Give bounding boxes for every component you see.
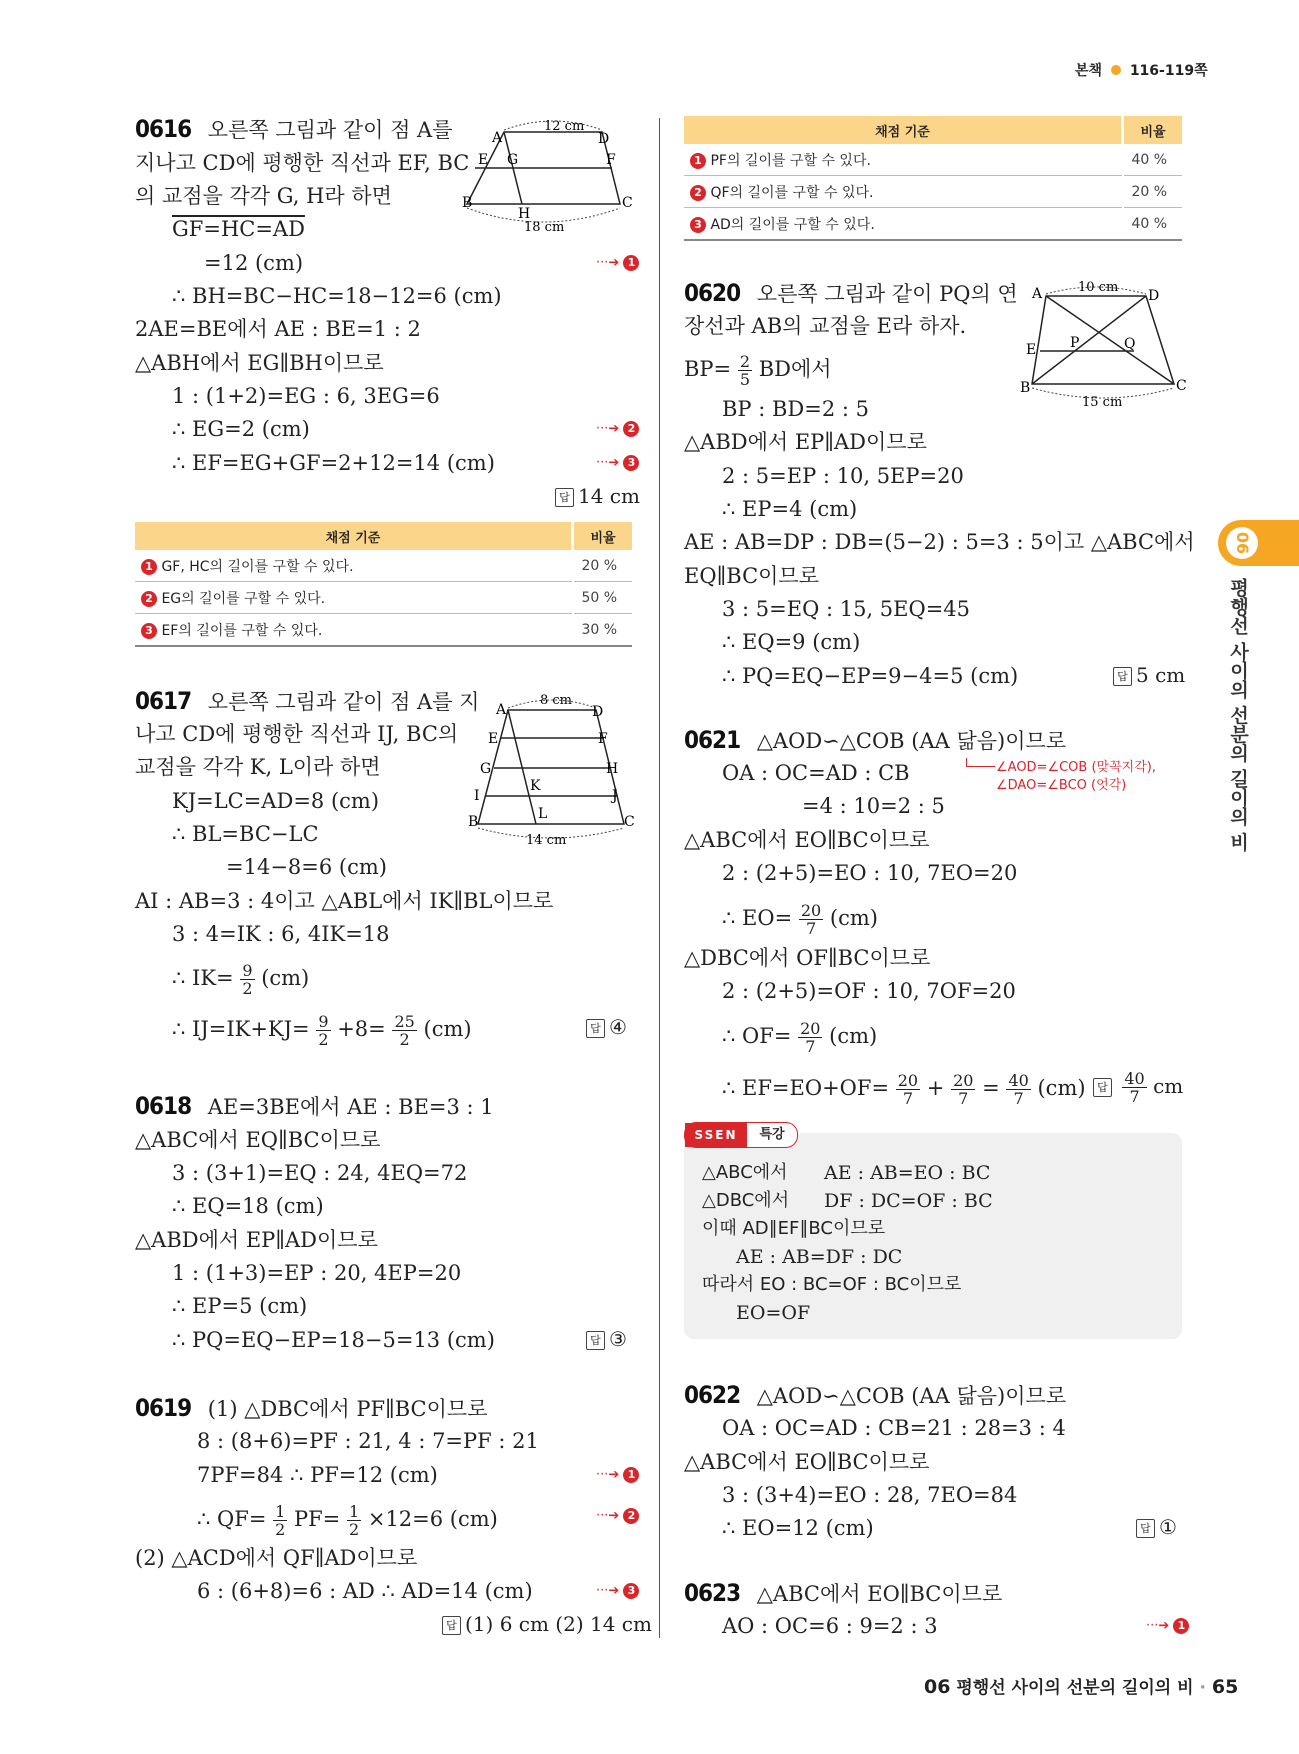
problem-0620-line12: ∴ PQ=EQ−EP=9−4=5 (cm) xyxy=(722,664,1019,688)
footer-title: 평행선 사이의 선분의 길이의 비 xyxy=(956,1678,1194,1698)
svg-text:K: K xyxy=(530,778,541,794)
grade-row: 1 GF, HC의 길이를 구할 수 있다. xyxy=(135,550,573,582)
problem-0616-line1: 0616 오른쪽 그림과 같이 점 A를 xyxy=(135,115,453,143)
problem-0616-line11: ∴ EF=EG+GF=2+12=14 (cm) xyxy=(172,451,495,475)
page-header xyxy=(1075,60,1208,80)
problem-0616-line10: ∴ EG=2 (cm) xyxy=(172,417,310,441)
header-dot-icon xyxy=(1111,65,1121,75)
problem-0618-line6: 1 : (1+3)=EP : 20, 4EP=20 xyxy=(172,1261,462,1285)
problem-0617-line9: ∴ IK= $\frac{9}{2}$ (cm) xyxy=(172,961,310,998)
problem-0619-line5: (2) △ACD에서 QF∥AD이므로 xyxy=(135,1546,418,1570)
ssen-line5: 따라서 EO : BC=OF : BC이므로 xyxy=(702,1274,962,1295)
svg-text:L: L xyxy=(538,806,548,822)
problem-0621-line1: 0621 △AOD∽△COB (AA 닮음)이므로 xyxy=(684,726,1067,754)
problem-0620-line6: 2 : 5=EP : 10, 5EP=20 xyxy=(722,464,964,488)
problem-0620-line1: 0620 오른쪽 그림과 같이 PQ의 연 xyxy=(684,279,1018,307)
problem-number-0616: 0616 xyxy=(135,115,192,143)
problem-0620-line9: EQ∥BC이므로 xyxy=(684,564,819,588)
note-angle-2: ∠DAO=∠BCO (엇각) xyxy=(996,778,1127,793)
answer-0617: 답 ④ xyxy=(586,1015,627,1039)
mark-2: ···➔ 2 xyxy=(596,421,639,437)
footer-page-number: 65 xyxy=(1211,1676,1239,1698)
ssen-logo: SSEN 특강 xyxy=(684,1122,798,1148)
svg-text:D: D xyxy=(598,131,610,147)
svg-text:E: E xyxy=(1026,342,1037,358)
header-book: 본책 xyxy=(1075,63,1103,79)
answer-0621: 답 $\frac{40}{7}$ cm xyxy=(1093,1070,1183,1105)
grade-row: 3 AD의 길이를 구할 수 있다. xyxy=(684,208,1123,241)
grade-row: 2 EG의 길이를 구할 수 있다. xyxy=(135,582,573,614)
fig-0620-bottom-label: 15 cm xyxy=(1082,395,1123,410)
figure-0617 xyxy=(468,686,638,848)
svg-text:D: D xyxy=(592,704,604,720)
answer-0616: 답 14 cm xyxy=(555,484,640,508)
fig-0616-bottom-label: 18 cm xyxy=(524,220,565,235)
mark-1: ···➔ 1 xyxy=(596,255,639,271)
ssen-line2a: △DBC에서 xyxy=(702,1190,790,1211)
fig-0620-top-label: 10 cm xyxy=(1078,280,1119,295)
problem-0619-line3: 7PF=84 ∴ PF=12 (cm) xyxy=(197,1463,438,1487)
problem-0618-line2: △ABC에서 EQ∥BC이므로 xyxy=(135,1128,381,1152)
ssen-line3: 이때 AD∥EF∥BC이므로 xyxy=(702,1218,886,1239)
problem-0617-line4: KJ=LC=AD=8 (cm) xyxy=(172,789,380,813)
problem-0616-line7: 2AE=BE에서 AE : BE=1 : 2 xyxy=(135,317,421,341)
answer-0619: 답 (1) 6 cm (2) 14 cm xyxy=(442,1612,652,1636)
header-pages: 116-119쪽 xyxy=(1129,63,1208,79)
fig-0616-top-label: 12 cm xyxy=(544,119,585,134)
problem-0616-line5: =12 (cm) xyxy=(204,251,304,275)
problem-0621-line8: 2 : (2+5)=OF : 10, 7OF=20 xyxy=(722,979,1016,1003)
problem-0618-line4: ∴ EQ=18 (cm) xyxy=(172,1194,324,1218)
problem-0621-line6: ∴ EO= $\frac{20}{7}$ (cm) xyxy=(722,901,878,938)
fig-0617-bottom-label: 14 cm xyxy=(526,833,567,848)
problem-0617-line2: 나고 CD에 평행한 직선과 IJ, BC의 xyxy=(135,722,459,746)
problem-0621-line3: =4 : 10=2 : 5 xyxy=(802,794,945,818)
grade-ratio-header: 비율 xyxy=(573,522,633,550)
mark-3: ···➔ 3 xyxy=(596,1583,639,1599)
side-tab-number: 06 xyxy=(1226,527,1258,559)
problem-0616-line8: △ABH에서 EG∥BH이므로 xyxy=(135,351,384,375)
figure-0620 xyxy=(1020,276,1185,414)
problem-0621-line5: 2 : (2+5)=EO : 10, 7EO=20 xyxy=(722,861,1018,885)
fig-0617-top-label: 8 cm xyxy=(540,693,573,708)
grade-criterion-header: 채점 기준 xyxy=(135,522,573,550)
problem-0617-line5: ∴ BL=BC−LC xyxy=(172,822,319,846)
ssen-line2b: DF : DC=OF : BC xyxy=(824,1190,993,1212)
problem-0618-line8: ∴ PQ=EQ−EP=18−5=13 (cm) xyxy=(172,1328,495,1352)
svg-text:E: E xyxy=(478,152,489,168)
problem-0620-line11: ∴ EQ=9 (cm) xyxy=(722,630,861,654)
problem-0616-line2: 지나고 CD에 평행한 직선과 EF, BC xyxy=(135,151,470,175)
problem-0620-line4: BP : BD=2 : 5 xyxy=(722,397,869,421)
problem-number-0617: 0617 xyxy=(135,687,192,715)
problem-number-0620: 0620 xyxy=(684,279,741,307)
problem-0620-line10: 3 : 5=EQ : 15, 5EQ=45 xyxy=(722,597,971,621)
problem-0618-line1: 0618 AE=3BE에서 AE : BE=3 : 1 xyxy=(135,1092,494,1120)
problem-0619-line6: 6 : (6+8)=6 : AD ∴ AD=14 (cm) xyxy=(197,1579,533,1603)
grade-row: 3 EF의 길이를 구할 수 있다. xyxy=(135,614,573,647)
svg-text:H: H xyxy=(606,761,619,777)
mark-1: ···➔ 1 xyxy=(1146,1618,1189,1634)
problem-0620-line7: ∴ EP=4 (cm) xyxy=(722,497,858,521)
problem-0621-line4: △ABC에서 EO∥BC이므로 xyxy=(684,828,930,852)
answer-0618: 답 ③ xyxy=(586,1327,627,1351)
problem-0620-line8: AE : AB=DP : DB=(5−2) : 5=3 : 5이고 △ABC에서 xyxy=(684,530,1195,554)
svg-text:G: G xyxy=(480,761,492,777)
problem-0623-line2: AO : OC=6 : 9=2 : 3 xyxy=(722,1614,938,1638)
problem-number-0622: 0622 xyxy=(684,1381,741,1409)
answer-icon: 답 xyxy=(555,488,574,507)
ssen-line4: AE : AB=DF : DC xyxy=(736,1246,903,1268)
problem-0621-line10: ∴ EF=EO+OF= $\frac{20}{7}$ + $\frac{20}{7}$ = $\frac{40}{7}$ (cm) xyxy=(722,1071,1086,1108)
svg-text:A: A xyxy=(1032,286,1043,302)
problem-0618-line7: ∴ EP=5 (cm) xyxy=(172,1294,308,1318)
problem-0617-line3: 교점을 각각 K, L이라 하면 xyxy=(135,755,381,779)
figure-0616 xyxy=(462,112,632,240)
svg-text:D: D xyxy=(1148,288,1160,304)
problem-0621-line2: OA : OC=AD : CB xyxy=(722,761,910,785)
grade-table-0619: 채점 기준 비율 1 PF의 길이를 구할 수 있다. 40 % 2 QF의 길이를 구할 수 있다. 20 % 3 AD의 길이를 구할 수 있다. 40 % xyxy=(684,116,1182,241)
problem-0619-line1: 0619 (1) △DBC에서 PF∥BC이므로 xyxy=(135,1394,488,1422)
svg-text:F: F xyxy=(606,152,616,168)
svg-text:C: C xyxy=(622,195,633,211)
svg-text:P: P xyxy=(1070,335,1080,351)
problem-0617-line1: 0617 오른쪽 그림과 같이 점 A를 지 xyxy=(135,687,480,715)
svg-text:B: B xyxy=(462,195,473,211)
svg-text:H: H xyxy=(518,206,531,222)
problem-0616-line6: ∴ BH=BC−HC=18−12=6 (cm) xyxy=(172,284,502,308)
svg-text:I: I xyxy=(474,788,480,804)
ssen-line1b: AE : AB=EO : BC xyxy=(824,1162,991,1184)
problem-0622-line3: △ABC에서 EO∥BC이므로 xyxy=(684,1450,930,1474)
problem-0616-line9: 1 : (1+2)=EG : 6, 3EG=6 xyxy=(172,384,440,408)
svg-text:A: A xyxy=(496,702,507,718)
note-angle-1: ∠AOD=∠COB (맞꼭지각), xyxy=(996,760,1156,775)
problem-number-0621: 0621 xyxy=(684,726,741,754)
problem-0623-line1: 0623 △ABC에서 EO∥BC이므로 xyxy=(684,1579,1003,1607)
grade-row: 2 QF의 길이를 구할 수 있다. xyxy=(684,176,1123,208)
problem-0622-line2: OA : OC=AD : CB=21 : 28=3 : 4 xyxy=(722,1416,1066,1440)
problem-0622-line5: ∴ EO=12 (cm) xyxy=(722,1516,874,1540)
svg-text:G: G xyxy=(507,152,519,168)
answer-0622: 답 ① xyxy=(1136,1515,1177,1539)
problem-0621-line9: ∴ OF= $\frac{20}{7}$ (cm) xyxy=(722,1019,878,1056)
side-tab-title: 평행선 사이의 선분의 길이의 비 xyxy=(1227,578,1249,852)
grade-table-0616: 채점 기준 비율 1 GF, HC의 길이를 구할 수 있다. 20 % 2 EG의 길이를 구할 수 있다. 50 % 3 EF의 길이를 구할 수 있다. 30 % xyxy=(135,522,632,647)
svg-text:C: C xyxy=(624,814,635,830)
column-divider xyxy=(659,118,660,1638)
problem-0622-line4: 3 : (3+4)=EO : 28, 7EO=84 xyxy=(722,1483,1018,1507)
svg-text:Q: Q xyxy=(1124,336,1136,352)
problem-0617-line7: AI : AB=3 : 4이고 △ABL에서 IK∥BL이므로 xyxy=(135,889,554,913)
problem-0617-line10: ∴ IJ=IK+KJ= $\frac{9}{2}$ +8= $\frac{25}{2}$ (cm) xyxy=(172,1012,472,1049)
problem-0617-line6: =14−8=6 (cm) xyxy=(226,855,387,879)
problem-0619-line2: 8 : (8+6)=PF : 21, 4 : 7=PF : 21 xyxy=(197,1429,539,1453)
problem-0619-line4: ∴ QF= $\frac{1}{2}$ PF= $\frac{1}{2}$ ×12=6 (cm) xyxy=(197,1502,498,1539)
problem-0618-line5: △ABD에서 EP∥AD이므로 xyxy=(135,1228,378,1252)
problem-0620-line3: BP= $\frac{2}{5}$ BD에서 xyxy=(684,352,832,389)
problem-0616-line3: 의 교점을 각각 G, H라 하면 xyxy=(135,184,392,208)
problem-number-0623: 0623 xyxy=(684,1579,741,1607)
note-bracket xyxy=(966,758,995,767)
problem-0620-line2: 장선과 AB의 교점을 E라 하자. xyxy=(684,314,967,338)
svg-text:A: A xyxy=(492,130,503,146)
svg-text:E: E xyxy=(488,731,499,747)
problem-0620-line5: △ABD에서 EP∥AD이므로 xyxy=(684,430,927,454)
footer-chapter: 06 xyxy=(924,1676,951,1698)
problem-0618-line3: 3 : (3+1)=EQ : 24, 4EQ=72 xyxy=(172,1161,468,1185)
page-footer: 06 평행선 사이의 선분의 길이의 비 · 65 xyxy=(924,1676,1239,1698)
mark-1: ···➔ 1 xyxy=(596,1467,639,1483)
problem-0622-line1: 0622 △AOD∽△COB (AA 닮음)이므로 xyxy=(684,1381,1067,1409)
problem-0617-line8: 3 : 4=IK : 6, 4IK=18 xyxy=(172,922,390,946)
problem-0616-line4: GF=HC=AD xyxy=(172,217,305,241)
ssen-line1a: △ABC에서 xyxy=(702,1162,788,1183)
problem-number-0619: 0619 xyxy=(135,1394,192,1422)
svg-text:J: J xyxy=(612,788,618,804)
svg-text:F: F xyxy=(598,731,608,747)
svg-text:C: C xyxy=(1176,378,1187,394)
problem-number-0618: 0618 xyxy=(135,1092,192,1120)
problem-0621-line7: △DBC에서 OF∥BC이므로 xyxy=(684,946,931,970)
mark-2: ···➔ 2 xyxy=(596,1508,639,1524)
svg-text:B: B xyxy=(1020,380,1031,396)
mark-3: ···➔ 3 xyxy=(596,455,639,471)
svg-text:B: B xyxy=(468,814,479,830)
ssen-line6: EO=OF xyxy=(736,1302,811,1324)
grade-row: 1 PF의 길이를 구할 수 있다. xyxy=(684,144,1123,176)
answer-0620: 답 5 cm xyxy=(1113,663,1185,687)
